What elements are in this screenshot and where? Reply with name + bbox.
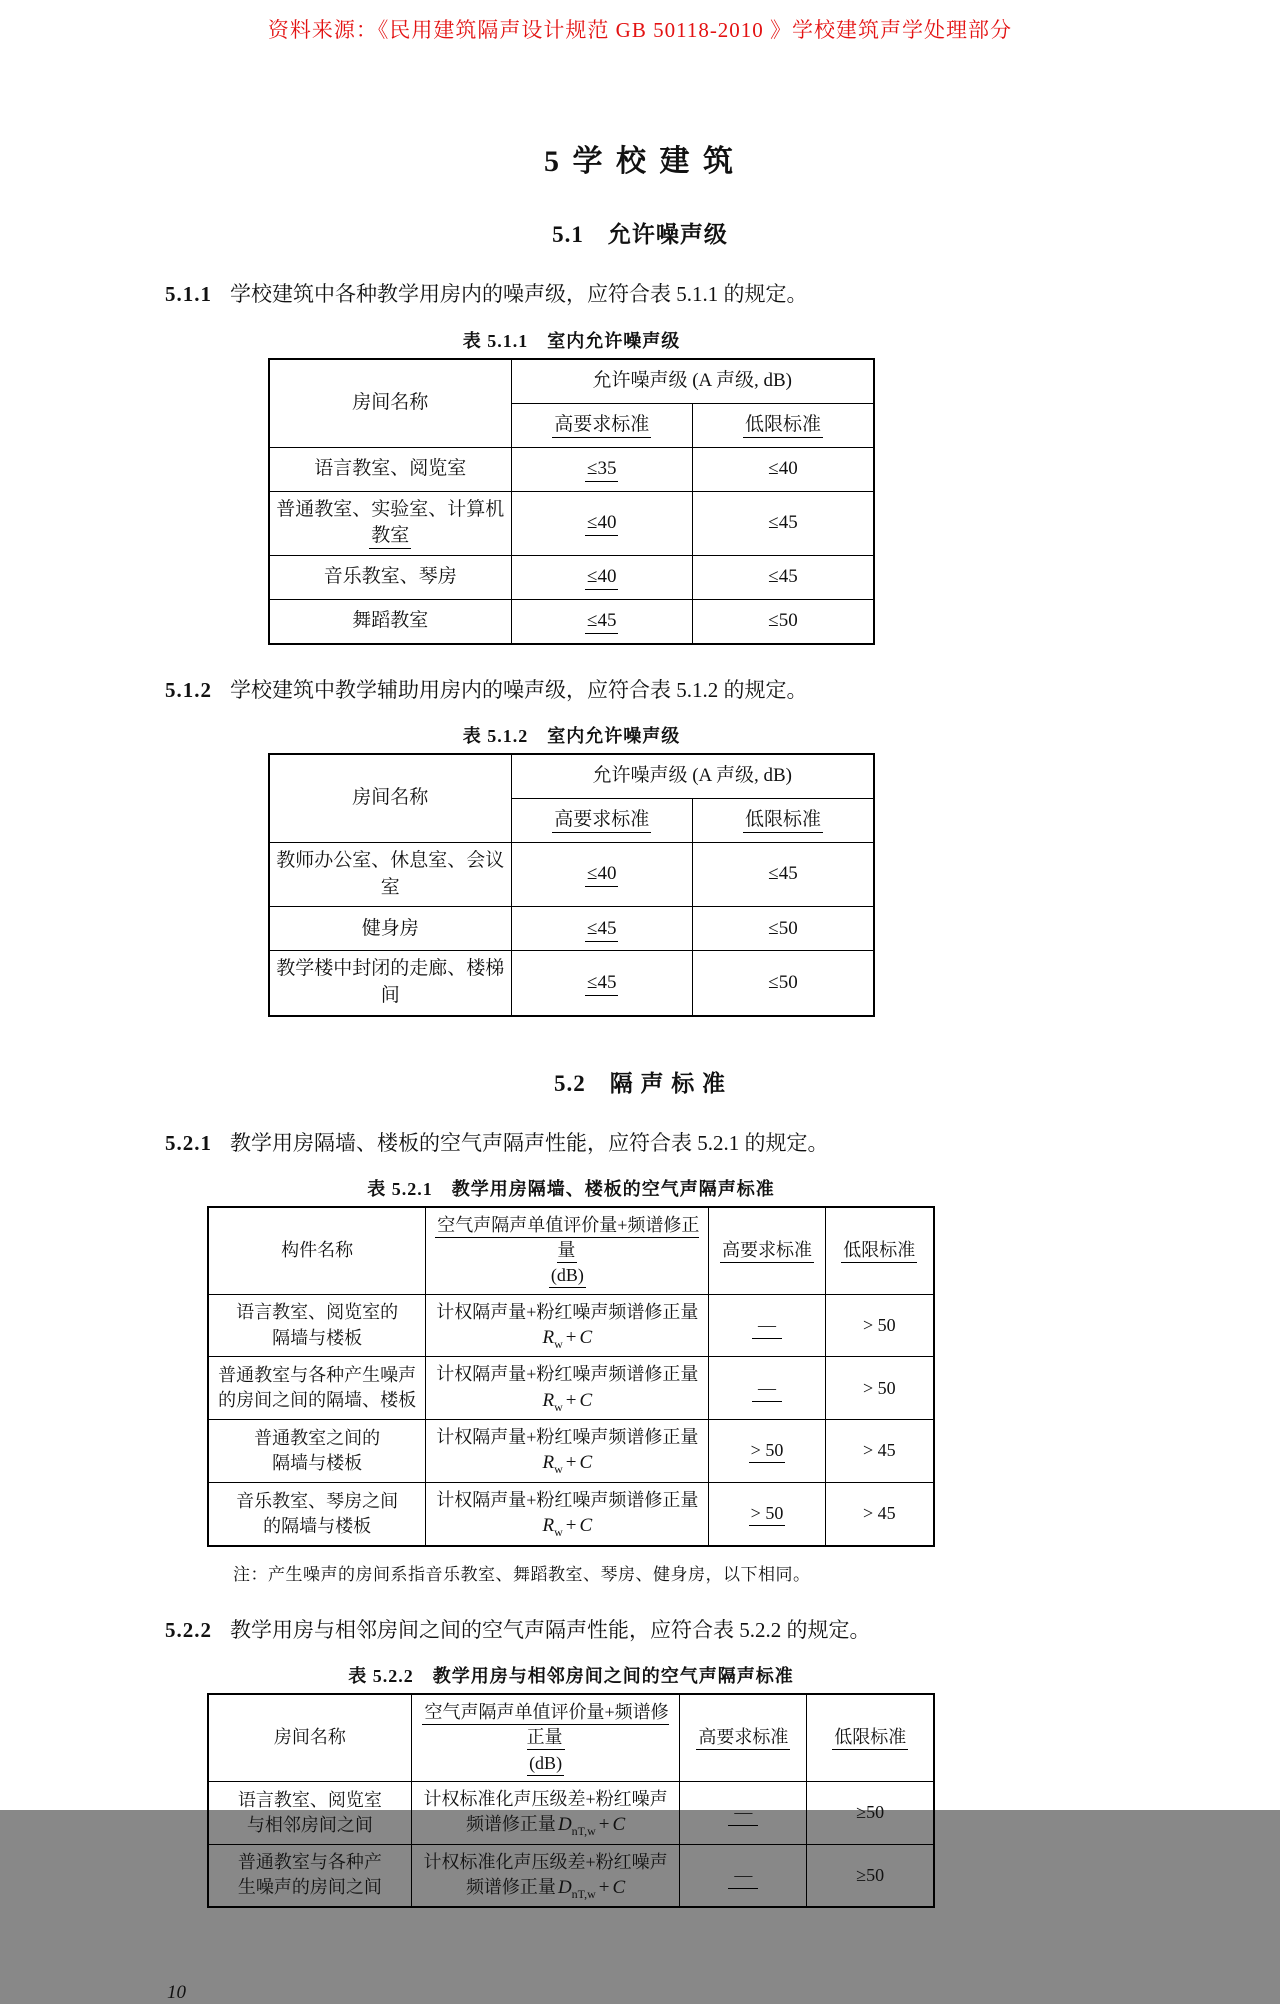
- low-value-cell: > 45: [825, 1482, 934, 1545]
- header-low-standard: 低限标准: [693, 403, 875, 447]
- clause-5-2-1-text: 教学用房隔墙、楼板的空气声隔声性能，应符合表 5.2.1 的规定。: [230, 1130, 829, 1155]
- table-5-1-1: [268, 358, 875, 645]
- table-row: [208, 1357, 934, 1420]
- table-row: [269, 843, 874, 907]
- formula: $R_w + C$: [542, 1515, 593, 1539]
- low-value-cell: > 50: [825, 1357, 934, 1420]
- high-value-cell: > 50: [709, 1482, 825, 1545]
- table-5-1-2-block: [268, 722, 875, 1016]
- high-value-cell: ≤45: [511, 907, 693, 951]
- section-5-2-title: 5.2 隔 声 标 准: [554, 1070, 726, 1096]
- clause-5-1-2-number: 5.1.2: [165, 677, 212, 702]
- table-row: [269, 907, 874, 951]
- header-noise-group: 允许噪声级 (A 声级, dB): [511, 754, 874, 799]
- table-5-2-2-caption: 表 5.2.2 教学用房与相邻房间之间的空气声隔声标准: [348, 1666, 794, 1687]
- table-row: [269, 599, 874, 644]
- clause-5-2-1-number: 5.2.1: [165, 1130, 212, 1155]
- component-cell: 普通教室与各种产生噪声 的房间之间的隔墙、楼板: [208, 1357, 426, 1420]
- high-value-cell: ≤40: [511, 491, 693, 555]
- table-row: [208, 1781, 934, 1844]
- header-room-name: 房间名称: [269, 754, 511, 843]
- table-row: [208, 1844, 934, 1907]
- room-cell: 教学楼中封闭的走廊、楼梯间: [269, 951, 511, 1016]
- header-component-name: 构件名称: [208, 1207, 426, 1294]
- high-value-cell: —: [709, 1294, 825, 1357]
- component-cell: 普通教室之间的 隔墙与楼板: [208, 1420, 426, 1483]
- formula: $R_w + C$: [542, 1326, 593, 1351]
- high-value-cell: ≤45: [511, 951, 693, 1016]
- low-value-cell: ≤40: [693, 447, 875, 491]
- low-value-cell: > 50: [825, 1294, 934, 1357]
- page-content: [0, 136, 1280, 2004]
- source-note: 资料来源：《民用建筑隔声设计规范 GB 50118-2010 》学校建筑声学处理部分: [267, 18, 1013, 42]
- clause-5-1-2-text: 学校建筑中教学辅助用房内的噪声级，应符合表 5.1.2 的规定。: [230, 677, 808, 702]
- chapter-title: 5 学 校 建 筑: [544, 145, 736, 178]
- header-quantity: 空气声隔声单值评价量+频谱修正量 (dB): [426, 1207, 709, 1294]
- table-5-1-2-caption: 表 5.1.2 室内允许噪声级: [462, 726, 681, 747]
- table-row: [208, 1420, 934, 1483]
- header-low-standard: 低限标准: [825, 1207, 934, 1294]
- formula: $D_{nT,w} + C$: [557, 1876, 626, 1901]
- clause-5-1-1: [165, 279, 1115, 311]
- component-cell: 语言教室、阅览室的 隔墙与楼板: [208, 1294, 426, 1357]
- formula: $R_w + C$: [542, 1389, 593, 1414]
- room-cell: 普通教室、实验室、计算机教室: [269, 491, 511, 555]
- table-header-row: [208, 1694, 934, 1781]
- header-room-name: 房间名称: [269, 359, 511, 448]
- table-header-row: [269, 359, 874, 404]
- clause-5-2-2: [165, 1615, 1115, 1647]
- header-high-standard: 高要求标准: [709, 1207, 825, 1294]
- table-row: [208, 1482, 934, 1545]
- note-5-2-1: 注：产生噪声的房间系指音乐教室、舞蹈教室、琴房、健身房，以下相同。: [233, 1564, 811, 1584]
- header-room-name: 房间名称: [208, 1694, 411, 1781]
- clause-5-1-1-text: 学校建筑中各种教学用房内的噪声级，应符合表 5.1.1 的规定。: [230, 282, 808, 306]
- clause-5-1-1-number: 5.1.1: [165, 282, 212, 306]
- low-value-cell: ≤45: [693, 555, 875, 599]
- low-value-cell: ≤45: [693, 843, 875, 907]
- table-row: [269, 447, 874, 491]
- header-high-standard: 高要求标准: [680, 1694, 807, 1781]
- table-5-2-2-block: [207, 1662, 935, 1908]
- low-value-cell: ≥50: [807, 1844, 934, 1907]
- table-row: [269, 555, 874, 599]
- low-value-cell: ≤50: [693, 599, 875, 644]
- clause-5-2-2-text: 教学用房与相邻房间之间的空气声隔声性能，应符合表 5.2.2 的规定。: [230, 1617, 871, 1642]
- quantity-cell: 计权标准化声压级差+粉红噪声 频谱修正量 $D_{nT,w} + C$: [411, 1844, 680, 1907]
- table-header-row: [269, 754, 874, 799]
- table-header-row: [208, 1207, 934, 1294]
- header-high-standard: 高要求标准: [511, 799, 693, 843]
- high-value-cell: ≤40: [511, 555, 693, 599]
- room-cell: 健身房: [269, 907, 511, 951]
- table-row: [208, 1294, 934, 1357]
- page-number: 10: [167, 1982, 186, 2004]
- low-value-cell: ≤50: [693, 951, 875, 1016]
- low-value-cell: ≤50: [693, 907, 875, 951]
- header-noise-group: 允许噪声级 (A 声级, dB): [511, 359, 874, 404]
- clause-5-2-1: [165, 1128, 1115, 1160]
- room-cell: 普通教室与各种产 生噪声的房间之间: [208, 1844, 411, 1907]
- low-value-cell: ≤45: [693, 491, 875, 555]
- clause-5-1-2: [165, 675, 1115, 707]
- high-value-cell: ≤40: [511, 843, 693, 907]
- component-cell: 音乐教室、琴房之间 的隔墙与楼板: [208, 1482, 426, 1545]
- header-high-standard: 高要求标准: [511, 403, 693, 447]
- high-value-cell: —: [680, 1844, 807, 1907]
- low-value-cell: > 45: [825, 1420, 934, 1483]
- header-quantity: 空气声隔声单值评价量+频谱修正量 (dB): [411, 1694, 680, 1781]
- quantity-cell: 计权隔声量+粉红噪声频谱修正量 $R_w + C$: [426, 1482, 709, 1545]
- low-value-cell: ≥50: [807, 1781, 934, 1844]
- high-value-cell: —: [709, 1357, 825, 1420]
- quantity-cell: 计权标准化声压级差+粉红噪声 频谱修正量 $D_{nT,w} + C$: [411, 1781, 680, 1844]
- clause-5-2-2-number: 5.2.2: [165, 1617, 212, 1642]
- formula: $D_{nT,w} + C$: [557, 1814, 626, 1838]
- high-value-cell: —: [680, 1781, 807, 1844]
- high-value-cell: ≤35: [511, 447, 693, 491]
- table-5-1-1-caption: 表 5.1.1 室内允许噪声级: [462, 330, 681, 351]
- table-row: [269, 951, 874, 1016]
- high-value-cell: ≤45: [511, 599, 693, 644]
- table-5-2-1-caption: 表 5.2.1 教学用房隔墙、楼板的空气声隔声标准: [367, 1179, 775, 1200]
- room-cell: 语言教室、阅览室 与相邻房间之间: [208, 1781, 411, 1844]
- table-5-1-1-block: [268, 327, 875, 645]
- header-low-standard: 低限标准: [693, 799, 875, 843]
- section-5-1-title: 5.1 允许噪声级: [552, 222, 728, 247]
- table-row: [269, 491, 874, 555]
- header-low-standard: 低限标准: [807, 1694, 934, 1781]
- high-value-cell: > 50: [709, 1420, 825, 1483]
- formula: $R_w + C$: [542, 1452, 593, 1477]
- table-5-2-1-block: [207, 1175, 935, 1547]
- quantity-cell: 计权隔声量+粉红噪声频谱修正量 $R_w + C$: [426, 1294, 709, 1357]
- room-cell: 音乐教室、琴房: [269, 555, 511, 599]
- quantity-cell: 计权隔声量+粉红噪声频谱修正量 $R_w + C$: [426, 1357, 709, 1420]
- room-cell: 语言教室、阅览室: [269, 447, 511, 491]
- room-cell: 教师办公室、休息室、会议室: [269, 843, 511, 907]
- room-cell: 舞蹈教室: [269, 599, 511, 644]
- table-5-2-2: [207, 1693, 935, 1908]
- quantity-cell: 计权隔声量+粉红噪声频谱修正量 $R_w + C$: [426, 1420, 709, 1483]
- table-5-2-1: [207, 1206, 935, 1547]
- table-5-1-2: [268, 753, 875, 1016]
